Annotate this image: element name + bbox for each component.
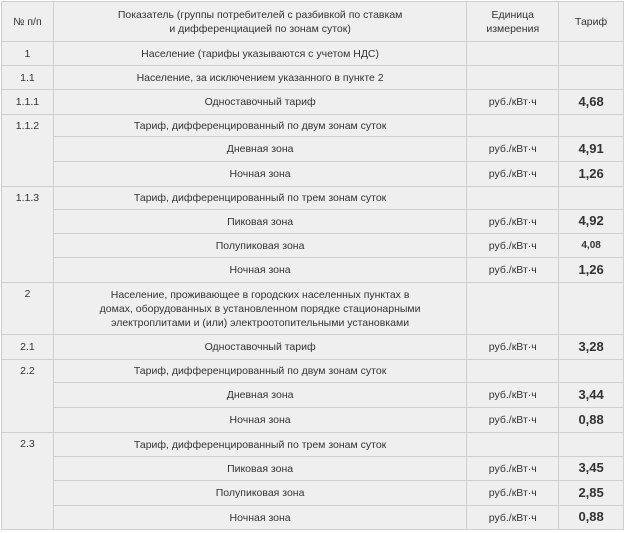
row-unit	[467, 42, 559, 66]
row-unit: руб./кВт·ч	[467, 258, 559, 283]
row-unit: руб./кВт·ч	[467, 335, 559, 360]
row-num: 1.1.2	[2, 115, 54, 187]
row-desc: Полупиковая зона	[53, 481, 466, 506]
table-row	[2, 335, 624, 360]
row-desc: Ночная зона	[53, 506, 466, 530]
row-num: 2.1	[2, 335, 54, 360]
table-header-row	[2, 2, 624, 42]
row-value	[559, 234, 624, 258]
row-value	[559, 187, 624, 210]
row-value	[559, 162, 624, 187]
table-row	[2, 115, 624, 137]
row-desc: Тариф, дифференцированный по трем зонам суток	[53, 433, 466, 457]
row-desc: Ночная зона	[53, 408, 466, 433]
row-desc-text: Население, проживающее в городских населенных пунктах в домах, оборудованных в установленном порядке стационарными электроплитами и (или) электроотопительными установками	[99, 288, 421, 329]
table-row	[2, 433, 624, 457]
table-row	[2, 506, 624, 530]
row-value-text: 2,85	[578, 484, 604, 500]
row-desc: Одноставочный тариф	[53, 90, 466, 115]
table-row	[2, 481, 624, 506]
table-row	[2, 360, 624, 383]
row-value-text: 3,28	[578, 338, 604, 354]
row-value-text: 4,91	[578, 140, 604, 156]
row-value	[559, 115, 624, 137]
row-desc: Ночная зона	[53, 162, 466, 187]
table-row	[2, 457, 624, 481]
header-num	[2, 2, 54, 42]
row-value-text: 4,92	[578, 213, 604, 228]
row-desc: Пиковая зона	[53, 210, 466, 234]
table-row	[2, 408, 624, 433]
row-unit	[467, 187, 559, 210]
row-unit: руб./кВт·ч	[467, 137, 559, 162]
row-desc	[53, 283, 466, 335]
row-num: 2	[2, 283, 54, 335]
row-value	[559, 90, 624, 115]
row-unit: руб./кВт·ч	[467, 457, 559, 481]
row-value	[559, 137, 624, 162]
table-row	[2, 187, 624, 210]
table-row	[2, 234, 624, 258]
row-value-text: 1,26	[578, 165, 604, 181]
row-num: 1.1.3	[2, 187, 54, 283]
row-unit	[467, 66, 559, 90]
header-tariff: Тариф	[559, 2, 624, 42]
table-row	[2, 210, 624, 234]
row-value	[559, 383, 624, 408]
row-desc: Ночная зона	[53, 258, 466, 283]
header-unit	[467, 2, 559, 42]
row-desc: Дневная зона	[53, 137, 466, 162]
row-value	[559, 210, 624, 234]
row-value-text: 1,26	[578, 261, 604, 277]
row-desc: Население (тарифы указываются с учетом НДС)	[53, 42, 466, 66]
row-desc: Дневная зона	[53, 383, 466, 408]
table-row	[2, 66, 624, 90]
row-desc: Тариф, дифференцированный по двум зонам суток	[53, 115, 466, 137]
row-desc: Полупиковая зона	[53, 234, 466, 258]
row-value-text: 0,88	[578, 411, 604, 427]
row-value	[559, 481, 624, 506]
row-num: 1	[2, 42, 54, 66]
table-row	[2, 383, 624, 408]
row-unit: руб./кВт·ч	[467, 506, 559, 530]
row-value	[559, 408, 624, 433]
row-unit: руб./кВт·ч	[467, 408, 559, 433]
tariffs-table	[1, 1, 624, 530]
row-unit: руб./кВт·ч	[467, 481, 559, 506]
table-row	[2, 90, 624, 115]
table-row	[2, 258, 624, 283]
row-value-text: 4,68	[578, 93, 604, 109]
row-unit	[467, 283, 559, 335]
row-value	[559, 66, 624, 90]
row-unit	[467, 433, 559, 457]
row-unit: руб./кВт·ч	[467, 162, 559, 187]
row-desc: Тариф, дифференцированный по двум зонам суток	[53, 360, 466, 383]
row-value	[559, 360, 624, 383]
row-desc: Пиковая зона	[53, 457, 466, 481]
table-row	[2, 42, 624, 66]
row-value	[559, 433, 624, 457]
row-value-text: 4,08	[581, 240, 601, 251]
row-desc: Тариф, дифференцированный по трем зонам суток	[53, 187, 466, 210]
row-desc: Одноставочный тариф	[53, 335, 466, 360]
row-unit: руб./кВт·ч	[467, 90, 559, 115]
row-value	[559, 258, 624, 283]
header-indicator: Показатель (группы потребителей с разбивкой по ставкам и дифференциацией по зонам суток)	[53, 2, 466, 42]
row-desc: Население, за исключением указанного в пункте 2	[53, 66, 466, 90]
row-value-text: 3,45	[578, 460, 604, 475]
row-value	[559, 335, 624, 360]
row-value	[559, 506, 624, 530]
table-row	[2, 137, 624, 162]
row-unit	[467, 115, 559, 137]
row-unit	[467, 360, 559, 383]
table-row	[2, 283, 624, 335]
row-num: 2.2	[2, 360, 54, 433]
row-num: 1.1	[2, 66, 54, 90]
row-value-text: 3,44	[578, 386, 604, 402]
row-unit: руб./кВт·ч	[467, 383, 559, 408]
header-num-label: № п/п	[13, 15, 42, 28]
row-unit: руб./кВт·ч	[467, 210, 559, 234]
row-unit: руб./кВт·ч	[467, 234, 559, 258]
table-row	[2, 162, 624, 187]
row-value	[559, 42, 624, 66]
row-value	[559, 457, 624, 481]
row-num: 2.3	[2, 433, 54, 530]
row-num: 1.1.1	[2, 90, 54, 115]
row-value-text: 0,88	[578, 509, 604, 524]
row-value	[559, 283, 624, 335]
header-unit-label: Единица измерения	[486, 8, 540, 35]
